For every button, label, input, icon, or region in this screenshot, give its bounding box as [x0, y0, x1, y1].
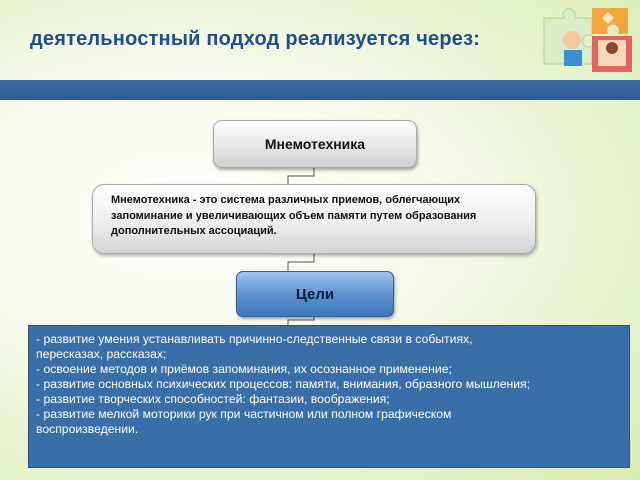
- list-item: - развитие творческих способностей: фантазии, воображения;: [36, 392, 390, 406]
- goals-label: Цели: [295, 285, 335, 303]
- goals-list: [29, 326, 629, 437]
- mnemotechnics-label: Мнемотехника: [264, 136, 366, 152]
- connector-2: [288, 252, 314, 271]
- connector-1: [288, 166, 314, 184]
- page-title: деятельностный подход реализуется через:: [30, 28, 481, 50]
- list-item: - освоение методов и приёмов запоминания, их осознанное применение;: [36, 362, 452, 376]
- list-item: пересказах, рассказах;: [36, 347, 167, 361]
- definition-box: [92, 184, 536, 254]
- mnemotechnics-box: [213, 120, 417, 168]
- list-item: воспроизведении.: [36, 422, 139, 436]
- goals-box: [236, 271, 394, 317]
- list-item: - развитие умения устанавливать причинно-следственные связи в событиях,: [36, 332, 473, 346]
- goals-list-box: [28, 325, 630, 468]
- definition-text: Мнемотехника - это система различных приемов, облегчающих запоминание и увеличивающих объем памяти путем образования дополнительных ассоциаций.: [111, 194, 477, 238]
- list-item: - развитие основных психических процессов: памяти, внимания, образного мышления;: [36, 377, 531, 391]
- list-item: - развитие мелкой моторики рук при частичном или полном графическом: [36, 407, 452, 421]
